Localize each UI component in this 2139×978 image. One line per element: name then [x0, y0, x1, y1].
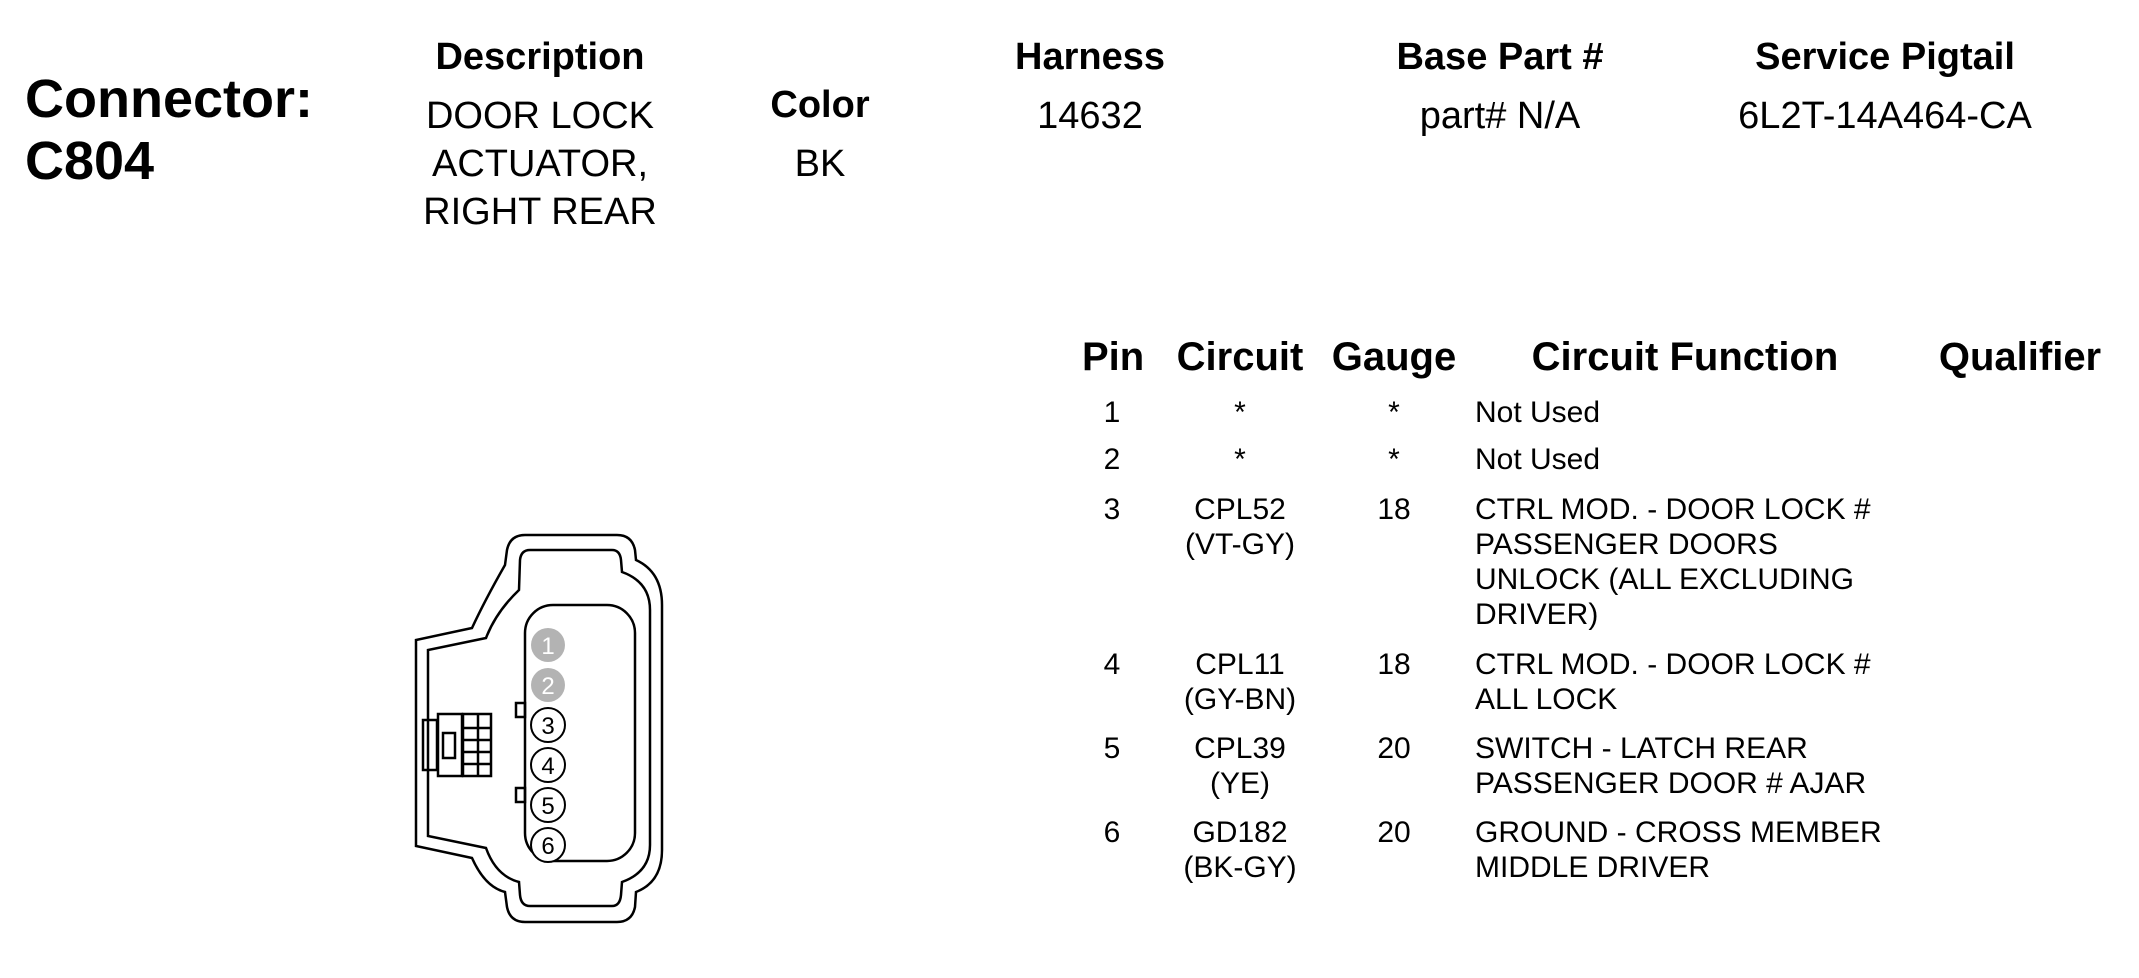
- pin-circles: [531, 628, 565, 862]
- description-line: RIGHT REAR: [423, 191, 657, 233]
- pin-1-label: 1: [541, 633, 555, 660]
- pin-number: 3: [1103, 493, 1121, 526]
- gauge-value: 18: [1377, 648, 1411, 681]
- connector-id: C804: [25, 131, 155, 191]
- base-part-header: Base Part #: [1396, 36, 1604, 78]
- pin-number: 6: [1103, 816, 1121, 849]
- color-header: Color: [770, 84, 870, 126]
- service-pigtail-header: Service Pigtail: [1755, 36, 2015, 78]
- pin-2-label: 2: [541, 673, 555, 700]
- function-line: DRIVER): [1475, 598, 1599, 631]
- function-line: CTRL MOD. - DOOR LOCK #: [1475, 493, 1871, 526]
- gauge-value: *: [1388, 443, 1400, 476]
- col-header-pin: Pin: [1082, 335, 1145, 379]
- harness-header: Harness: [1015, 36, 1165, 78]
- pin-6-label: 6: [541, 833, 555, 860]
- circuit-function: Not Used: [1475, 443, 1601, 476]
- circuit-code: [1165, 815, 1315, 885]
- gauge-value: 20: [1377, 816, 1411, 849]
- col-header-circuit-function: Circuit Function: [1531, 335, 1839, 379]
- pin-number: 5: [1103, 732, 1121, 765]
- col-header-qualifier: Qualifier: [1938, 335, 2102, 379]
- connector-diagram: [400, 520, 680, 950]
- circuit-id: CPL52: [1194, 493, 1286, 526]
- circuit-color: (GY-BN): [1183, 683, 1297, 716]
- function-line: UNLOCK (ALL EXCLUDING: [1475, 563, 1854, 596]
- circuit-code: [1165, 647, 1315, 717]
- circuit-id: GD182: [1192, 816, 1288, 849]
- circuit-code: *: [1234, 396, 1246, 429]
- col-header-circuit: Circuit: [1176, 335, 1304, 379]
- circuit-color: (BK-GY): [1183, 851, 1297, 884]
- description-value: [390, 92, 690, 236]
- gauge-value: 18: [1377, 493, 1411, 526]
- latch-icon: [443, 733, 455, 758]
- circuit-id: CPL11: [1195, 648, 1285, 681]
- service-pigtail-value: 6L2T-14A464-CA: [1738, 95, 2032, 137]
- description-line: ACTUATOR,: [431, 143, 649, 185]
- col-header-gauge: Gauge: [1331, 335, 1457, 379]
- circuit-function: [1475, 492, 1871, 632]
- circuit-id: CPL39: [1194, 732, 1286, 765]
- color-value: BK: [794, 143, 846, 185]
- function-line: PASSENGER DOOR # AJAR: [1475, 767, 1867, 800]
- function-line: GROUND - CROSS MEMBER: [1475, 816, 1882, 849]
- circuit-code: [1165, 731, 1315, 801]
- pin-3-label: 3: [541, 713, 555, 740]
- connector-label: Connector:: [25, 69, 313, 129]
- function-line: ALL LOCK: [1475, 683, 1618, 716]
- notch-icon: [516, 703, 525, 717]
- gauge-value: *: [1388, 396, 1400, 429]
- connector-title: [25, 68, 313, 192]
- circuit-code: *: [1234, 443, 1246, 476]
- pin-4-label: 4: [541, 753, 555, 780]
- function-line: MIDDLE DRIVER: [1475, 851, 1711, 884]
- circuit-function: [1475, 731, 1866, 801]
- pin-number: 1: [1103, 396, 1121, 429]
- gauge-value: 20: [1377, 732, 1411, 765]
- pin-number: 2: [1103, 443, 1121, 476]
- function-line: CTRL MOD. - DOOR LOCK #: [1475, 648, 1871, 681]
- circuit-function: Not Used: [1475, 396, 1601, 429]
- pin-5-label: 5: [541, 793, 555, 820]
- description-header: Description: [435, 36, 645, 78]
- pin-number: 4: [1103, 648, 1121, 681]
- function-line: SWITCH - LATCH REAR: [1475, 732, 1808, 765]
- circuit-function: [1475, 815, 1882, 885]
- description-line: DOOR LOCK: [425, 95, 655, 137]
- circuit-color: (VT-GY): [1185, 528, 1295, 561]
- base-part-value: part# N/A: [1419, 95, 1581, 137]
- notch-icon: [516, 788, 525, 802]
- harness-value: 14632: [1037, 95, 1143, 137]
- circuit-color: (YE): [1210, 767, 1270, 800]
- latch-icon: [423, 720, 437, 770]
- function-line: PASSENGER DOORS: [1475, 528, 1778, 561]
- circuit-function: [1475, 647, 1871, 717]
- latch-icon: [438, 714, 462, 776]
- circuit-code: [1165, 492, 1315, 562]
